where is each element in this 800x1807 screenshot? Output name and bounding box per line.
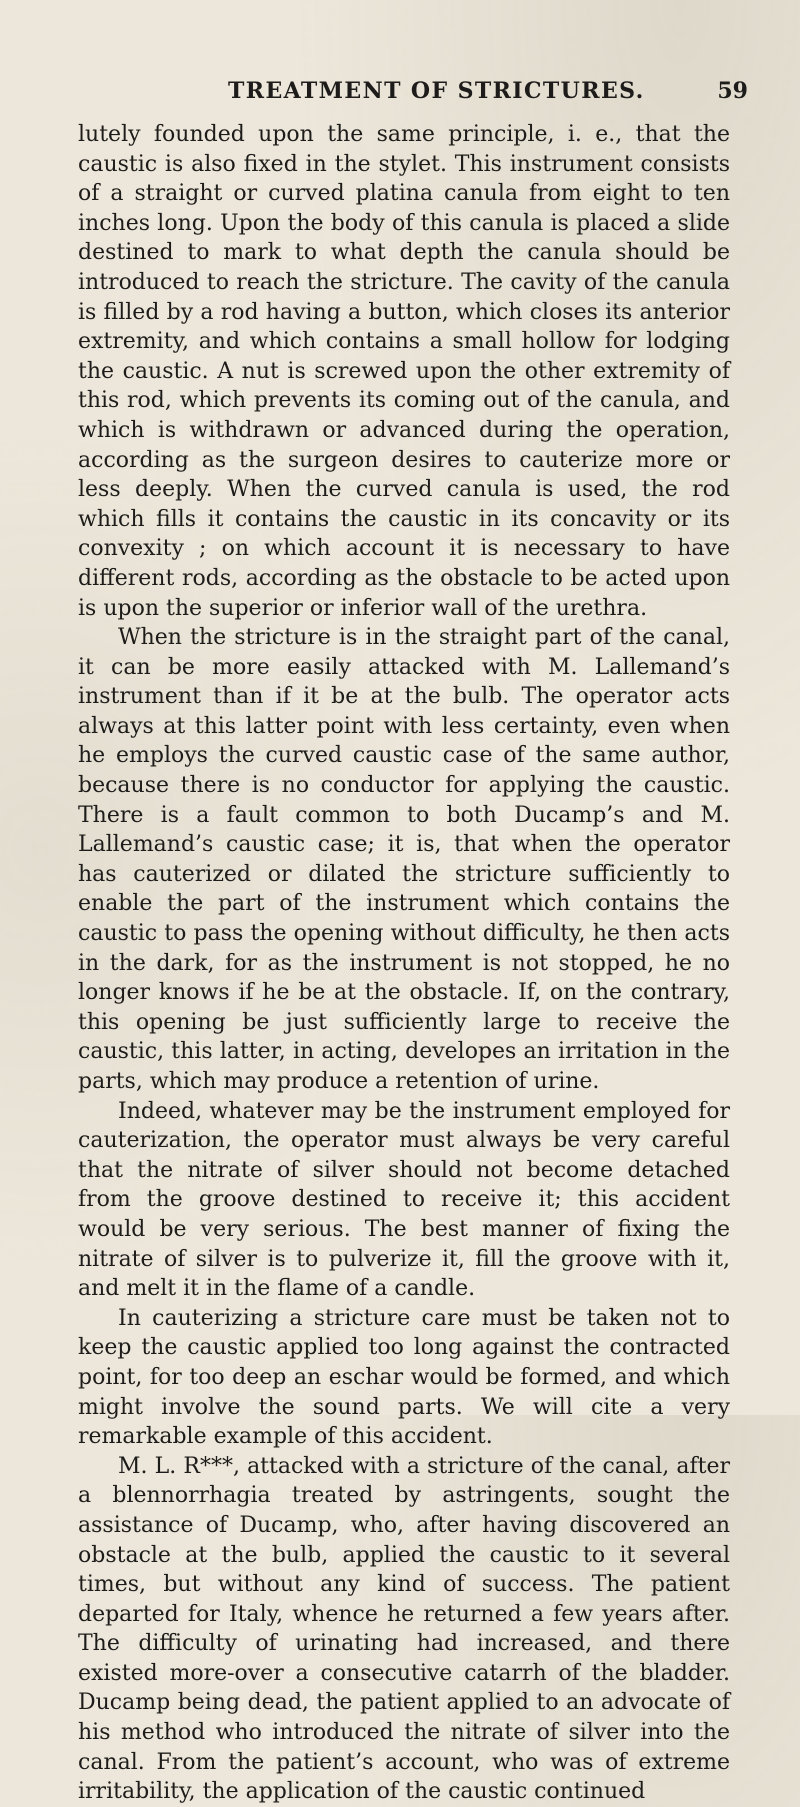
paragraph: lutely founded upon the same principle, i. e., that the caustic is also fixed in the stylet. This instrument consists of a straight or curved platina canula from eight to ten inches long. Upon the body of this canula is placed a slide destined to mark to what depth the canula should be introduced to reach the stricture. The cavity of the canula is filled by a rod having a button, which closes its anterior extremity, and which contains a small hollow for lodging the caustic. A nut is screwed upon the other extremity of this rod, which prevents its coming out of the canula, and which is withdrawn or advanced during the operation, according as the surgeon desires to cauterize more or less deeply. When the curved canula is used, the rod which fills it contains the caustic in its concavity or its convexity ; on which account it is necessary to have different rods, according as the obstacle to be acted upon is upon the superior or inferior wall of the urethra. xyxy=(78,122,730,621)
paragraph: Indeed, whatever may be the instrument employed for cauterization, the operator must always be very careful that the nitrate of silver should not become detached from the groove destined to receive it; this accident would be very serious. The best manner of fixing the nitrate of silver is to pulverize it, fill the groove with it, and melt it in the flame of a candle. xyxy=(78,1098,730,1302)
paragraph: In cauterizing a stricture care must be taken not to keep the caustic applied too long against the contracted point, for too deep an eschar would be formed, and which might involve the sound parts. We will cite a very remarkable example of this accident. xyxy=(78,1305,730,1450)
body-text xyxy=(78,120,730,1807)
running-title: TREATMENT OF STRICTURES. xyxy=(228,78,645,104)
paragraph: When the stricture is in the straight part of the canal, it can be more easily attacked with M. Lallemand’s instrument than if it be at the bulb. The operator acts always at this latter point with less certainty, even when he employs the curved caustic case of the same author, because there is no conductor for applying the caustic. There is a fault common to both Ducamp’s and M. Lallemand’s caustic case; it is, that when the operator has cauterized or dilated the stricture sufficiently to enable the part of the instrument which contains the caustic to pass the opening without difficulty, he then acts in the dark, for as the instrument is not stopped, he no longer knows if he be at the obstacle. If, on the contrary, this opening be just sufficiently large to receive the caustic, this latter, in acting, developes an irritation in the parts, which may produce a retention of urine. xyxy=(78,625,730,1094)
page-header xyxy=(228,78,748,112)
page-number: 59 xyxy=(717,78,748,104)
paragraph: M. L. R***, attacked with a stricture of the canal, after a blennorrhagia treated by astringents, sought the assistance of Ducamp, who, after having discovered an obstacle at the bulb, applied the caustic to it several times, but without any kind of success. The patient departed for Italy, whence he returned a few years after. The difficulty of urinating had increased, and there existed more-over a consecutive catarrh of the bladder. Ducamp being dead, the patient applied to an advocate of his method who introduced the nitrate of silver into the canal. From the patient’s account, who was of extreme irritability, the application of the caustic continued xyxy=(78,1453,730,1805)
